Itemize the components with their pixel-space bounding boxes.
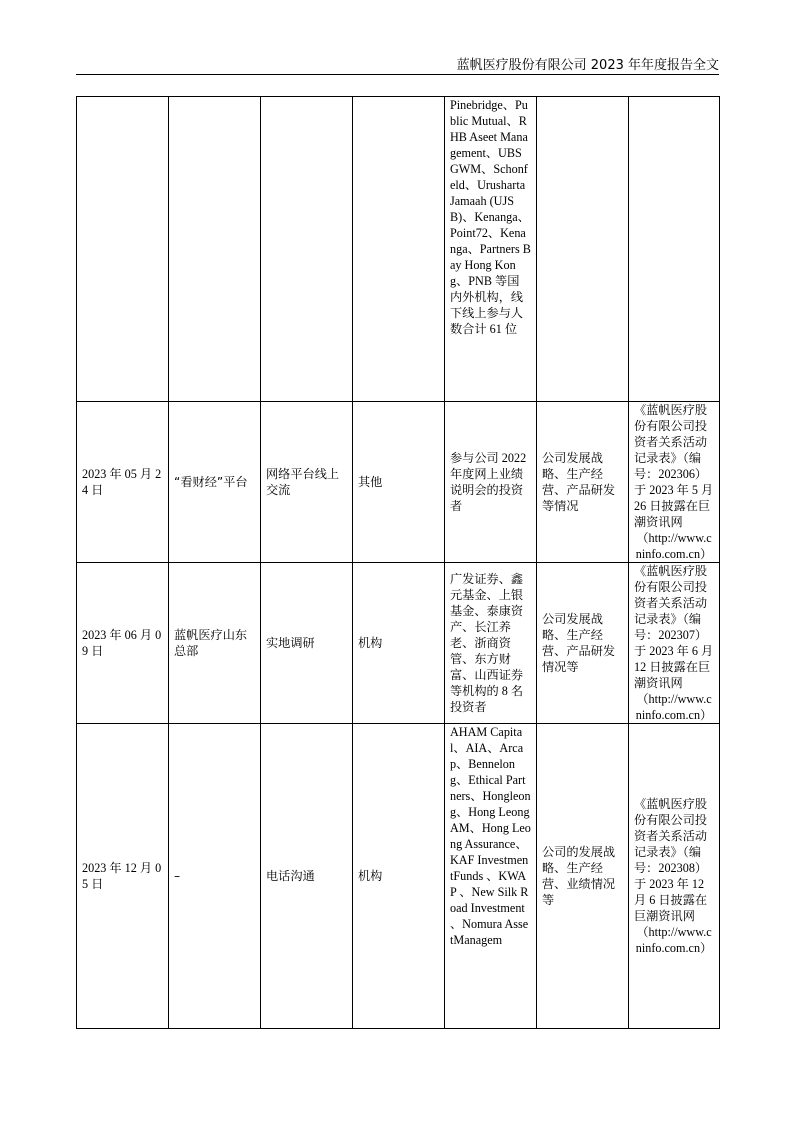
cell-method: 实地调研 [261, 563, 353, 724]
cell-index [629, 97, 720, 402]
table-row [77, 97, 720, 402]
index-text: 《蓝帆医疗股份有限公司投资者关系活动记录表》（编号：202307）于 2023 年 6 月 12 日披露在巨潮资讯网 [634, 564, 714, 690]
table-row [77, 724, 720, 1029]
cell-topics: 公司发展战略、生产经营、产品研发等情况 [537, 402, 629, 563]
cell-visitors: Pinebridge、Public Mutual、RHB Aseet Management、UBS GWM、Schonfeld、Urusharta Jamaah (UJSB)、Kenanga、Point72、Kenanga、Partners Bay Hong Kong、PNB 等国内外机构，线下线上参与人数合计 61 位 [445, 97, 537, 402]
cell-topics: 公司发展战略、生产经营、产品研发情况等 [537, 563, 629, 724]
cell-method: 电话沟通 [261, 724, 353, 1029]
cell-location: – [169, 724, 261, 1029]
cell-index [629, 563, 720, 724]
cell-date: 2023 年 05 月 24 日 [77, 402, 169, 563]
cell-location: “看财经”平台 [169, 402, 261, 563]
header-divider [76, 74, 719, 75]
index-text: 《蓝帆医疗股份有限公司投资者关系活动记录表》（编号：202308）于 2023 年 12 月 6 日披露在巨潮资讯网 [634, 797, 708, 923]
cell-visitor-type [353, 97, 445, 402]
cell-topics [537, 97, 629, 402]
cell-location [169, 97, 261, 402]
table-row [77, 402, 720, 563]
cell-method [261, 97, 353, 402]
cell-visitor-type: 机构 [353, 563, 445, 724]
cell-method: 网络平台线上交流 [261, 402, 353, 563]
cell-visitor-type: 机构 [353, 724, 445, 1029]
index-text: 《蓝帆医疗股份有限公司投资者关系活动记录表》（编号：202306）于 2023 年 5 月 26 日披露在巨潮资讯网 [634, 403, 714, 529]
page-header-title: 蓝帆医疗股份有限公司 2023 年年度报告全文 [456, 58, 719, 73]
cell-visitors: 参与公司 2022 年度网上业绩说明会的投资者 [445, 402, 537, 563]
table-row [77, 563, 720, 724]
index-url: （http://www.cninfo.com.cn） [635, 925, 713, 955]
index-url: （http://www.cninfo.com.cn） [635, 531, 713, 561]
cell-date: 2023 年 12 月 05 日 [77, 724, 169, 1029]
cell-visitor-type: 其他 [353, 402, 445, 563]
cell-visitors: 广发证券、鑫元基金、上银基金、泰康资产、长江养老、浙商资管、东方财富、山西证券等机构的 8 名投资者 [445, 563, 537, 724]
investor-relations-table [76, 96, 720, 1029]
cell-date: 2023 年 06 月 09 日 [77, 563, 169, 724]
cell-visitors: AHAM Capital、AIA、Arcap、Bennelong、Ethical Partners、Hongleong、Hong Leong AM、Hong Leong Assurance、KAF InvestmentFunds 、KWAP 、New Silk Road Investment 、Nomura AssetManagem [445, 724, 537, 1029]
cell-index [629, 402, 720, 563]
cell-location: 蓝帆医疗山东总部 [169, 563, 261, 724]
cell-topics: 公司的发展战略、生产经营、业绩情况等 [537, 724, 629, 1029]
cell-index [629, 724, 720, 1029]
cell-date [77, 97, 169, 402]
index-url: （http://www.cninfo.com.cn） [635, 692, 713, 722]
